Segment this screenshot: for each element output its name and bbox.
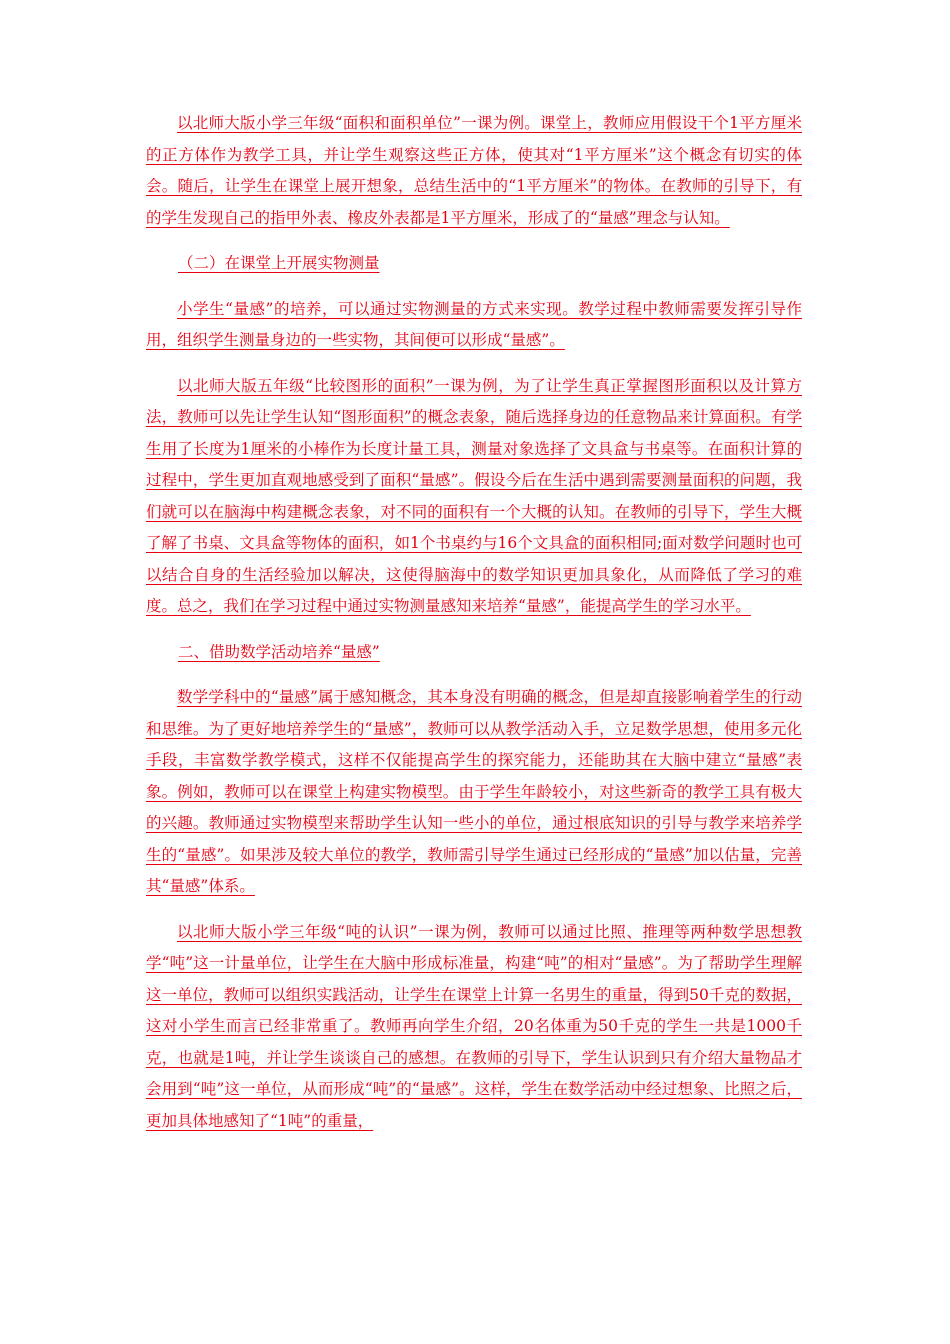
section-heading: 二、借助数学活动培养“量感” [178, 642, 380, 661]
paragraph: 数学学科中的“量感”属于感知概念，其本身没有明确的概念，但是却直接影响着学生的行动和思维。为了更好地培养学生的“量感”，教师可以从教学活动入手，立足数学思想，使用多元化手段，丰富数学教学模式，这样不仅能提高学生的探究能力，还能助其在大脑中建立“量感”表象。例如，教师可以在课堂上构建实物模型。由于学生年龄较小，对这些新奇的教学工具有极大的兴趣。教师通过实物模型来帮助学生认知一些小的单位，通过根底知识的引导与教学来培养学生的“量感”。如果涉及较大单位的教学，教师需引导学生通过已经形成的“量感”加以估量，完善其“量感”体系。 [146, 688, 802, 895]
document-body [146, 108, 802, 1151]
paragraph: 以北师大版五年级“比较图形的面积”一课为例，为了让学生真正掌握图形面积以及计算方法，教师可以先让学生认知“图形面积”的概念表象，随后选择身边的任意物品来计算面积。有学生用了长度为1厘米的小棒作为长度计量工具，测量对象选择了文具盒与书桌等。在面积计算的过程中，学生更加直观地感受到了面积“量感”。假设今后在生活中遇到需要测量面积的问题，我们就可以在脑海中构建概念表象，对不同的面积有一个大概的认知。在教师的引导下，学生大概了解了书桌、文具盒等物体的面积，如1个书桌约与16个文具盒的面积相同;面对数学问题时也可以结合自身的生活经验加以解决，这使得脑海中的数学知识更加具象化，从而降低了学习的难度。总之，我们在学习过程中通过实物测量感知来培养“量感”，能提高学生的学习水平。 [146, 376, 802, 615]
paragraph: 以北师大版小学三年级“面积和面积单位”一课为例。课堂上，教师应用假设干个1平方厘米的正方体作为教学工具，并让学生观察这些正方体，使其对“1平方厘米”这个概念有切实的体会。随后，让学生在课堂上展开想象，总结生活中的“1平方厘米”的物体。在教师的引导下，有的学生发现自己的指甲外表、橡皮外表都是1平方厘米，形成了的“量感”理念与认知。 [146, 114, 802, 227]
paragraph: 小学生“量感”的培养，可以通过实物测量的方式来实现。教学过程中教师需要发挥引导作用，组织学生测量身边的一些实物，其间便可以形成“量感”。 [146, 299, 802, 349]
section-heading: （二）在课堂上开展实物测量 [178, 254, 380, 272]
paragraph: 以北师大版小学三年级“吨的认识”一课为例，教师可以通过比照、推理等两种数学思想教学“吨”这一计量单位，让学生在大脑中形成标准量，构建“吨”的相对“量感”。为了帮助学生理解这一单位，教师可以组织实践活动，让学生在课堂上计算一名男生的重量，得到50千克的数据，这对小学生而言已经非常重了。教师再向学生介绍，20名体重为50千克的学生一共是1000千克，也就是1吨，并让学生谈谈自己的感想。在教师的引导下，学生认识到只有介绍大量物品才会用到“吨”这一单位，从而形成“吨”的“量感”。这样，学生在数学活动中经过想象、比照之后，更加具体地感知了“1吨”的重量， [146, 922, 802, 1130]
